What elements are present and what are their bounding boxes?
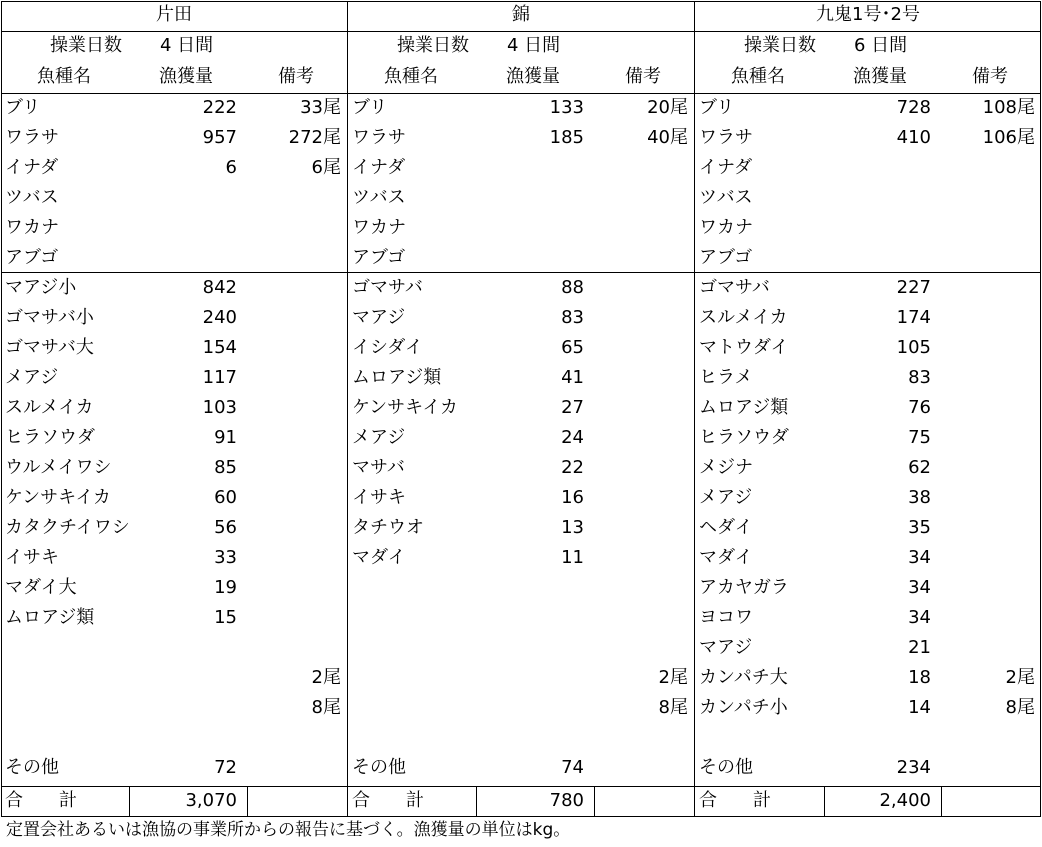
remarks	[695, 153, 1035, 183]
remarks	[695, 333, 1035, 363]
catch-amount: 60	[214, 487, 237, 508]
remarks	[695, 513, 1035, 543]
species-name: ゴマサバ	[699, 277, 770, 298]
footnote: 定置会社あるいは漁協の事業所からの報告に基づく。漁獲量の単位はkg。	[6, 820, 571, 840]
remarks	[348, 453, 688, 483]
species-name: イナダ	[5, 157, 59, 178]
catch-amount: 35	[908, 517, 931, 538]
remarks	[1, 273, 341, 303]
catch-amount: 103	[202, 397, 237, 418]
catch-amount: 34	[908, 607, 931, 628]
remarks: 272尾	[288, 127, 341, 148]
remarks	[695, 303, 1035, 333]
species-name: イナダ	[352, 157, 406, 178]
remarks	[695, 723, 1035, 753]
column-header-note: 備考	[625, 66, 661, 87]
catch-amount: 240	[202, 307, 237, 328]
species-name: スルメイカ	[699, 307, 788, 328]
remarks	[348, 243, 688, 273]
species-name: ヒラソウダ	[699, 427, 789, 448]
catch-amount: 222	[202, 97, 237, 118]
catch-amount: 174	[896, 307, 931, 328]
catch-amount: 13	[561, 517, 584, 538]
remarks	[348, 393, 688, 423]
operation-days-label: 操業日数	[50, 35, 122, 56]
catch-amount: 728	[896, 97, 931, 118]
catch-amount: 76	[908, 397, 931, 418]
remarks: 8尾	[658, 697, 688, 718]
catch-amount: 957	[202, 127, 237, 148]
species-name: メアジ	[5, 367, 59, 388]
total-divider	[594, 786, 595, 816]
catch-amount: 15	[214, 607, 237, 628]
remarks	[348, 303, 688, 333]
remarks	[1, 363, 341, 393]
catch-amount: 41	[561, 367, 584, 388]
remarks	[348, 753, 688, 783]
remarks	[1, 453, 341, 483]
catch-amount: 24	[561, 427, 584, 448]
total-value: 2,400	[879, 790, 931, 811]
remarks: 106尾	[982, 127, 1035, 148]
species-name: ワラサ	[352, 127, 406, 148]
remarks	[1, 393, 341, 423]
catch-amount: 91	[214, 427, 237, 448]
species-name: メアジ	[352, 427, 406, 448]
catch-amount: 11	[561, 547, 584, 568]
species-name: ツバス	[699, 187, 753, 208]
species-name: ヒラメ	[699, 367, 753, 388]
species-name: ブリ	[5, 97, 41, 118]
species-name: イシダイ	[352, 337, 423, 358]
remarks	[695, 633, 1035, 663]
catch-amount: 62	[908, 457, 931, 478]
remarks	[1, 183, 341, 213]
catch-amount: 18	[908, 667, 931, 688]
catch-amount: 56	[214, 517, 237, 538]
remarks	[1, 213, 341, 243]
species-name: マダイ	[352, 547, 406, 568]
remarks	[695, 183, 1035, 213]
remarks	[1, 573, 341, 603]
species-name: ウルメイワシ	[5, 457, 112, 478]
remarks	[348, 183, 688, 213]
catch-amount: 34	[908, 577, 931, 598]
remarks	[348, 513, 688, 543]
catch-amount: 85	[214, 457, 237, 478]
remarks	[695, 213, 1035, 243]
catch-amount: 75	[908, 427, 931, 448]
species-name: ワカナ	[352, 217, 406, 238]
species-name: マアジ	[699, 637, 753, 658]
species-name: イサキ	[5, 547, 59, 568]
species-name: メジナ	[699, 457, 753, 478]
remarks	[695, 393, 1035, 423]
remarks	[348, 213, 688, 243]
catch-amount: 34	[908, 547, 931, 568]
remarks	[695, 363, 1035, 393]
species-name: ゴマサバ	[352, 277, 423, 298]
species-name: マアジ小	[5, 277, 77, 298]
species-name: ワカナ	[5, 217, 59, 238]
remarks: 40尾	[647, 127, 688, 148]
column-header-note: 備考	[972, 66, 1008, 87]
species-name: タチウオ	[352, 517, 424, 538]
species-name: ヒラソウダ	[5, 427, 95, 448]
column-header-catch: 漁獲量	[853, 66, 907, 87]
species-name: ブリ	[699, 97, 735, 118]
species-name: カタクチイワシ	[5, 517, 130, 538]
catch-amount: 38	[908, 487, 931, 508]
catch-amount: 117	[202, 367, 237, 388]
species-name: その他	[5, 757, 59, 778]
location-title: 錦	[512, 4, 530, 25]
species-name: ムロアジ類	[352, 367, 442, 388]
total-label: 合 計	[352, 790, 424, 811]
remarks: 2尾	[311, 667, 341, 688]
species-name: メアジ	[699, 487, 753, 508]
species-name: イナダ	[699, 157, 753, 178]
catch-amount: 33	[214, 547, 237, 568]
remarks	[1, 243, 341, 273]
total-value: 780	[549, 790, 584, 811]
rule-bottom	[1, 816, 1041, 817]
species-name: ブリ	[352, 97, 388, 118]
remarks	[1, 603, 341, 633]
remarks	[1, 723, 341, 753]
catch-amount: 16	[561, 487, 584, 508]
total-divider	[941, 786, 942, 816]
species-name: カンパチ小	[699, 697, 788, 718]
remarks	[348, 573, 688, 603]
border-right	[1040, 1, 1041, 817]
remarks	[348, 543, 688, 573]
remarks	[695, 423, 1035, 453]
species-name: ワラサ	[5, 127, 59, 148]
location-title: 九鬼1号･2号	[816, 4, 920, 25]
catch-amount: 88	[561, 277, 584, 298]
total-label: 合 計	[5, 790, 77, 811]
remarks	[348, 633, 688, 663]
column-header-note: 備考	[278, 66, 314, 87]
species-name: ケンサキイカ	[352, 397, 458, 418]
remarks	[1, 483, 341, 513]
species-name: ゴマサバ大	[5, 337, 94, 358]
catch-amount: 133	[549, 97, 584, 118]
remarks: 108尾	[982, 97, 1035, 118]
remarks: 20尾	[647, 97, 688, 118]
catch-amount: 72	[214, 757, 237, 778]
remarks	[348, 333, 688, 363]
species-name: ゴマサバ小	[5, 307, 94, 328]
remarks	[1, 423, 341, 453]
species-name: マアジ	[352, 307, 406, 328]
species-name: アブゴ	[352, 247, 406, 268]
remarks	[695, 603, 1035, 633]
species-name: スルメイカ	[5, 397, 94, 418]
catch-amount: 105	[896, 337, 931, 358]
species-name: アブゴ	[5, 247, 59, 268]
remarks	[695, 273, 1035, 303]
species-name: マトウダイ	[699, 337, 789, 358]
catch-amount: 22	[561, 457, 584, 478]
species-name: マダイ	[699, 547, 753, 568]
remarks	[695, 243, 1035, 273]
catch-amount: 14	[908, 697, 931, 718]
species-name: ヘダイ	[699, 517, 753, 538]
remarks	[1, 333, 341, 363]
remarks	[1, 543, 341, 573]
remarks	[695, 573, 1035, 603]
species-name: ケンサキイカ	[5, 487, 111, 508]
remarks: 6尾	[311, 157, 341, 178]
remarks	[348, 363, 688, 393]
catch-amount: 19	[214, 577, 237, 598]
column-header-species: 魚種名	[37, 66, 91, 87]
catch-amount: 227	[896, 277, 931, 298]
remarks	[1, 633, 341, 663]
remarks: 8尾	[311, 697, 341, 718]
remarks	[348, 423, 688, 453]
column-header-catch: 漁獲量	[159, 66, 213, 87]
catch-amount: 234	[896, 757, 931, 778]
catch-amount: 27	[561, 397, 584, 418]
remarks	[348, 723, 688, 753]
species-name: ツバス	[5, 187, 59, 208]
column-header-species: 魚種名	[731, 66, 785, 87]
species-name: アカヤガラ	[699, 577, 789, 598]
remarks	[348, 483, 688, 513]
remarks: 2尾	[658, 667, 688, 688]
species-name: マサバ	[352, 457, 405, 478]
catch-amount: 185	[549, 127, 584, 148]
column-header-catch: 漁獲量	[506, 66, 560, 87]
remarks: 2尾	[1005, 667, 1035, 688]
operation-days-value: 4 日間	[160, 35, 214, 56]
species-name: ワカナ	[699, 217, 753, 238]
location-title: 片田	[156, 4, 192, 25]
remarks	[348, 603, 688, 633]
catch-amount: 83	[908, 367, 931, 388]
species-name: ムロアジ類	[699, 397, 789, 418]
operation-days-value: 6 日間	[854, 35, 908, 56]
operation-days-label: 操業日数	[397, 35, 469, 56]
species-name: ワラサ	[699, 127, 753, 148]
species-name: カンパチ大	[699, 667, 788, 688]
catch-amount: 74	[561, 757, 584, 778]
species-name: マダイ大	[5, 577, 77, 598]
remarks	[695, 753, 1035, 783]
operation-days-label: 操業日数	[744, 35, 816, 56]
species-name: ツバス	[352, 187, 406, 208]
remarks	[1, 753, 341, 783]
remarks	[348, 153, 688, 183]
remarks	[695, 453, 1035, 483]
catch-amount: 65	[561, 337, 584, 358]
species-name: その他	[352, 757, 406, 778]
remarks	[1, 513, 341, 543]
total-value: 3,070	[185, 790, 237, 811]
remarks	[1, 303, 341, 333]
catch-amount: 842	[202, 277, 237, 298]
catch-amount: 410	[896, 127, 931, 148]
operation-days-value: 4 日間	[507, 35, 561, 56]
catch-amount: 83	[561, 307, 584, 328]
species-name: その他	[699, 757, 753, 778]
remarks	[695, 483, 1035, 513]
remarks: 8尾	[1005, 697, 1035, 718]
catch-amount: 6	[225, 157, 237, 178]
remarks: 33尾	[300, 97, 341, 118]
species-name: ヨコワ	[699, 607, 753, 628]
species-name: ムロアジ類	[5, 607, 95, 628]
total-divider	[247, 786, 248, 816]
species-name: イサキ	[352, 487, 406, 508]
species-name: アブゴ	[699, 247, 753, 268]
catch-amount: 21	[908, 637, 931, 658]
remarks	[695, 543, 1035, 573]
remarks	[348, 273, 688, 303]
column-header-species: 魚種名	[384, 66, 438, 87]
catch-amount: 154	[202, 337, 237, 358]
total-label: 合 計	[699, 790, 771, 811]
